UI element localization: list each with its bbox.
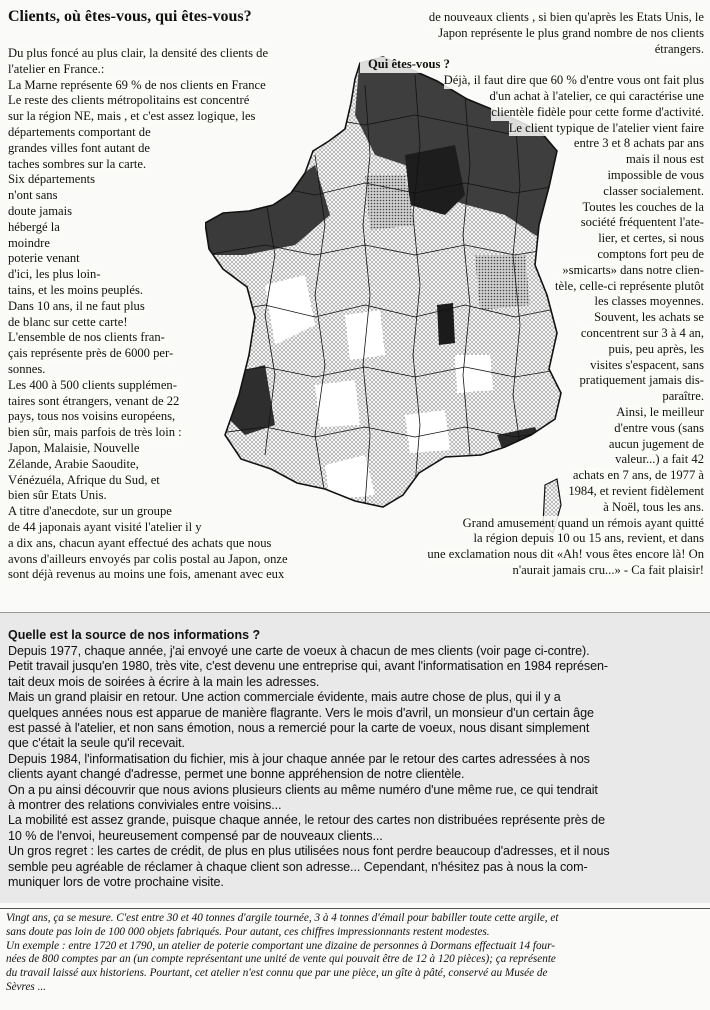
sources-text-line: Un gros regret : les cartes de crédit, de plus en plus utilisées nous font perdre beaucoup d'adresses, et il nous xyxy=(8,844,610,859)
left-text-line: grandes villes font autant de xyxy=(8,140,150,155)
left-text-line: A titre d'anecdote, sur un groupe xyxy=(8,504,172,519)
right-text-line: visites s'espacent, sans xyxy=(590,357,704,372)
left-text-line: bien sûr, mais parfois de très loin : xyxy=(8,425,182,440)
left-column xyxy=(8,46,338,583)
right-text-line: Toutes les couches de la xyxy=(582,199,704,214)
left-text-line: Dans 10 ans, il ne faut plus xyxy=(8,298,145,313)
left-text-line: moindre xyxy=(8,235,50,250)
left-text-line: tains, et les moins peuplés. xyxy=(8,282,144,297)
right-text-line: n'aurait jamais cru...» - Ca fait plaisir! xyxy=(512,562,704,577)
right-text-line: société fréquentent l'ate- xyxy=(580,215,704,230)
right-text-line: pratiquement jamais dis- xyxy=(579,373,704,388)
sources-text-line: La mobilité est assez grande, puisque chaque année, le retour des cartes non distribuées représente près de xyxy=(8,813,605,828)
right-text-line: d'un achat à l'atelier, ce qui caractérise une xyxy=(489,88,704,103)
right-text-line: à Noël, tous les ans. xyxy=(603,499,704,514)
footer-note xyxy=(6,912,706,995)
left-text-line: l'atelier en France.: xyxy=(8,61,105,76)
left-text-line: sur la région NE, mais , et c'est assez logique, les xyxy=(8,109,256,124)
footer-text-line: Un exemple : entre 1720 et 1790, un atelier de poterie comportant une dizaine de personnes à Dormans effectuait 14 four- xyxy=(6,939,555,952)
left-text-line: pays, tous nos voisins européens, xyxy=(8,409,176,424)
left-text-line: Zélande, Arabie Saoudite, xyxy=(8,456,139,471)
sources-text-line: On a pu ainsi découvrir que nous avions plusieurs clients au même numéro d'une même rue, ce qui tendrait xyxy=(8,782,598,797)
sources-heading: Quelle est la source de nos informations ? xyxy=(8,628,261,642)
right-text-line: Déjà, il faut dire que 60 % d'entre vous ont fait plus xyxy=(443,73,704,88)
sources-text-line: à montrer des relations conviviales entre voisins... xyxy=(8,798,282,813)
left-text-line: poterie venant xyxy=(8,251,80,266)
left-text-line: de 44 japonais ayant visité l'atelier il y xyxy=(8,519,202,534)
right-text-line: Ainsi, le meilleur xyxy=(616,404,704,419)
left-text-line: sonnes. xyxy=(8,361,46,376)
right-text-line: classer socialement. xyxy=(603,183,704,198)
footer-text-line: nées de 800 comptes par an (un compte représentant une unité de vente qui pouvait être de 12 à 120 pièces); ça représente xyxy=(6,953,556,966)
sources-text-line: semble peu agréable de réclamer à chaque client son adresse... Cependant, n'hésitez pas à nous la com- xyxy=(8,859,588,874)
sources-text-line: que c'était la seule qu'il recevait. xyxy=(8,736,185,751)
right-text-line: Qui êtes-vous ? xyxy=(360,57,450,73)
sources-text-line: tait deux mois de soirées à écrire à la main les adresses. xyxy=(8,674,320,689)
right-column xyxy=(360,10,704,579)
left-text-line: L'ensemble de nos clients fran- xyxy=(8,330,165,345)
right-text-line: étrangers. xyxy=(654,41,704,56)
article-title: Clients, où êtes-vous, qui êtes-vous? xyxy=(8,8,252,25)
right-text-line: impossible de vous xyxy=(607,167,704,182)
right-text-line: »smicarts» dans notre clien- xyxy=(562,262,704,277)
left-text-line: hébergé la xyxy=(8,219,60,234)
right-text-line: entre 3 et 8 achats par ans xyxy=(573,136,704,151)
footer-text-line: Sèvres ... xyxy=(6,980,46,993)
left-text-line: a dix ans, chacun ayant effectué des achats que nous xyxy=(8,535,272,550)
sources-text-line: Petit travail jusqu'en 1980, très vite, c'est devenu une entreprise qui, avant l'informatisation en 1984 représen- xyxy=(8,659,608,674)
left-text-line: d'ici, les plus loin- xyxy=(8,267,101,282)
left-text-line: doute jamais xyxy=(8,203,73,218)
right-text-line: tèle, celle-ci représente plutôt xyxy=(555,278,704,293)
left-text-line: taches sombres sur la carte. xyxy=(8,156,147,171)
right-text-line: Le client typique de l'atelier vient faire xyxy=(508,120,704,135)
footer-text-line: du travail laissé aux historiens. Pourtant, cet atelier n'est connu que par une pièce, un gîte à pâté, conservé au Musée de xyxy=(6,967,548,980)
footer-text-line: Vingt ans, ça se mesure. C'est entre 30 et 40 tonnes d'argile tournée, 3 à 4 tonnes d'émail pour babiller toute cette argile, et xyxy=(6,912,559,924)
right-text-line: 1984, et revient fidèlement xyxy=(568,483,704,498)
left-text-line: départements comportant de xyxy=(8,124,151,139)
footer-text-line: sans doute pas loin de 100 000 objets fabriqués. Pour autant, ces chiffres impressionnants restent modestes. xyxy=(6,925,490,938)
sources-text-line: Depuis 1977, chaque année, j'ai envoyé une carte de voeux à chacun de mes clients (voir page ci-contre). xyxy=(8,644,590,658)
right-text-line: lier, et certes, si nous xyxy=(598,231,704,246)
right-text-line: Japon représente le plus grand nombre de nos clients xyxy=(438,25,704,40)
right-text-line: d'entre vous (sans xyxy=(614,420,704,435)
sources-text-line: Depuis 1984, l'informatisation du fichier, mis à jour chaque année par le retour des cartes adressées à nos xyxy=(8,751,590,766)
sources-body xyxy=(8,644,702,891)
right-text-line: paraître. xyxy=(662,389,704,404)
sources-text-line: quelques années nous est apparue de manière flagrante. Vers le mois d'avril, un monsieur d'un certain âge xyxy=(8,705,594,720)
sources-text-line: 10 % de l'envoi, heureusement compensé par de nouveaux clients... xyxy=(8,828,383,843)
left-text-line: n'ont sans xyxy=(8,188,58,203)
right-text-line: puis, peu après, les xyxy=(608,341,704,356)
left-text-line: La Marne représente 69 % de nos clients en France xyxy=(8,77,266,92)
left-text-line: avons d'ailleurs envoyés par colis postal au Japon, onze xyxy=(8,551,288,566)
right-text-line: concentrent sur 3 à 4 an, xyxy=(580,325,704,340)
right-text-line: achats en 7 ans, de 1977 à xyxy=(572,468,704,483)
right-text-line: de nouveaux clients , si bien qu'après les Etats Unis, le xyxy=(428,10,704,24)
left-text-line: Vénézuéla, Afrique du Sud, et xyxy=(8,472,160,487)
right-text-line: comptons fort peu de xyxy=(597,246,704,261)
left-text-line: Japon, Malaisie, Nouvelle xyxy=(8,440,140,455)
right-text-line: mais il nous est xyxy=(625,152,704,167)
right-text-line: aucun jugement de xyxy=(608,436,704,451)
left-text-line: Les 400 à 500 clients supplémen- xyxy=(8,377,177,392)
right-text-line: clientèle fidèle pour cette forme d'activité. xyxy=(491,104,704,119)
left-text-line: Du plus foncé au plus clair, la densité des clients de xyxy=(8,46,269,60)
right-text-line: valeur...) a fait 42 xyxy=(615,452,704,467)
left-text-line: Le reste des clients métropolitains est concentré xyxy=(8,93,250,108)
left-text-line: sont déjà revenus au moins une fois, amenant avec eux xyxy=(8,567,285,582)
left-text-line: Six départements xyxy=(8,172,96,187)
sources-text-line: clients ayant changé d'adresse, permet une bonne appréhension de notre clientèle. xyxy=(8,767,465,782)
right-text-line: une exclamation nous dit «Ah! vous êtes encore là! On xyxy=(427,547,704,562)
right-text-line: Grand amusement quand un rémois ayant quitté xyxy=(462,515,704,530)
sources-text-line: muniquer lors de votre prochaine visite. xyxy=(8,875,224,890)
left-text-line: bien sûr Etats Unis. xyxy=(8,488,107,503)
footer-divider xyxy=(0,908,710,909)
right-text-line: Souvent, les achats se xyxy=(594,310,704,325)
left-text-line: çais représente près de 6000 per- xyxy=(8,346,174,361)
right-text-line: les classes moyennes. xyxy=(594,294,704,309)
sources-text-line: Mais un grand plaisir en retour. Une action commerciale évidente, mais autre chose de plus, qui il y a xyxy=(8,690,561,705)
left-text-line: de blanc sur cette carte! xyxy=(8,314,128,329)
right-text-line: la région depuis 10 ou 15 ans, revient, et dans xyxy=(473,531,704,546)
left-text-line: taires sont étrangers, venant de 22 xyxy=(8,393,180,408)
sources-text-line: est passé à l'atelier, et non sans émotion, nous a remercié pour la carte de voeux, nous disant simplement xyxy=(8,721,590,736)
